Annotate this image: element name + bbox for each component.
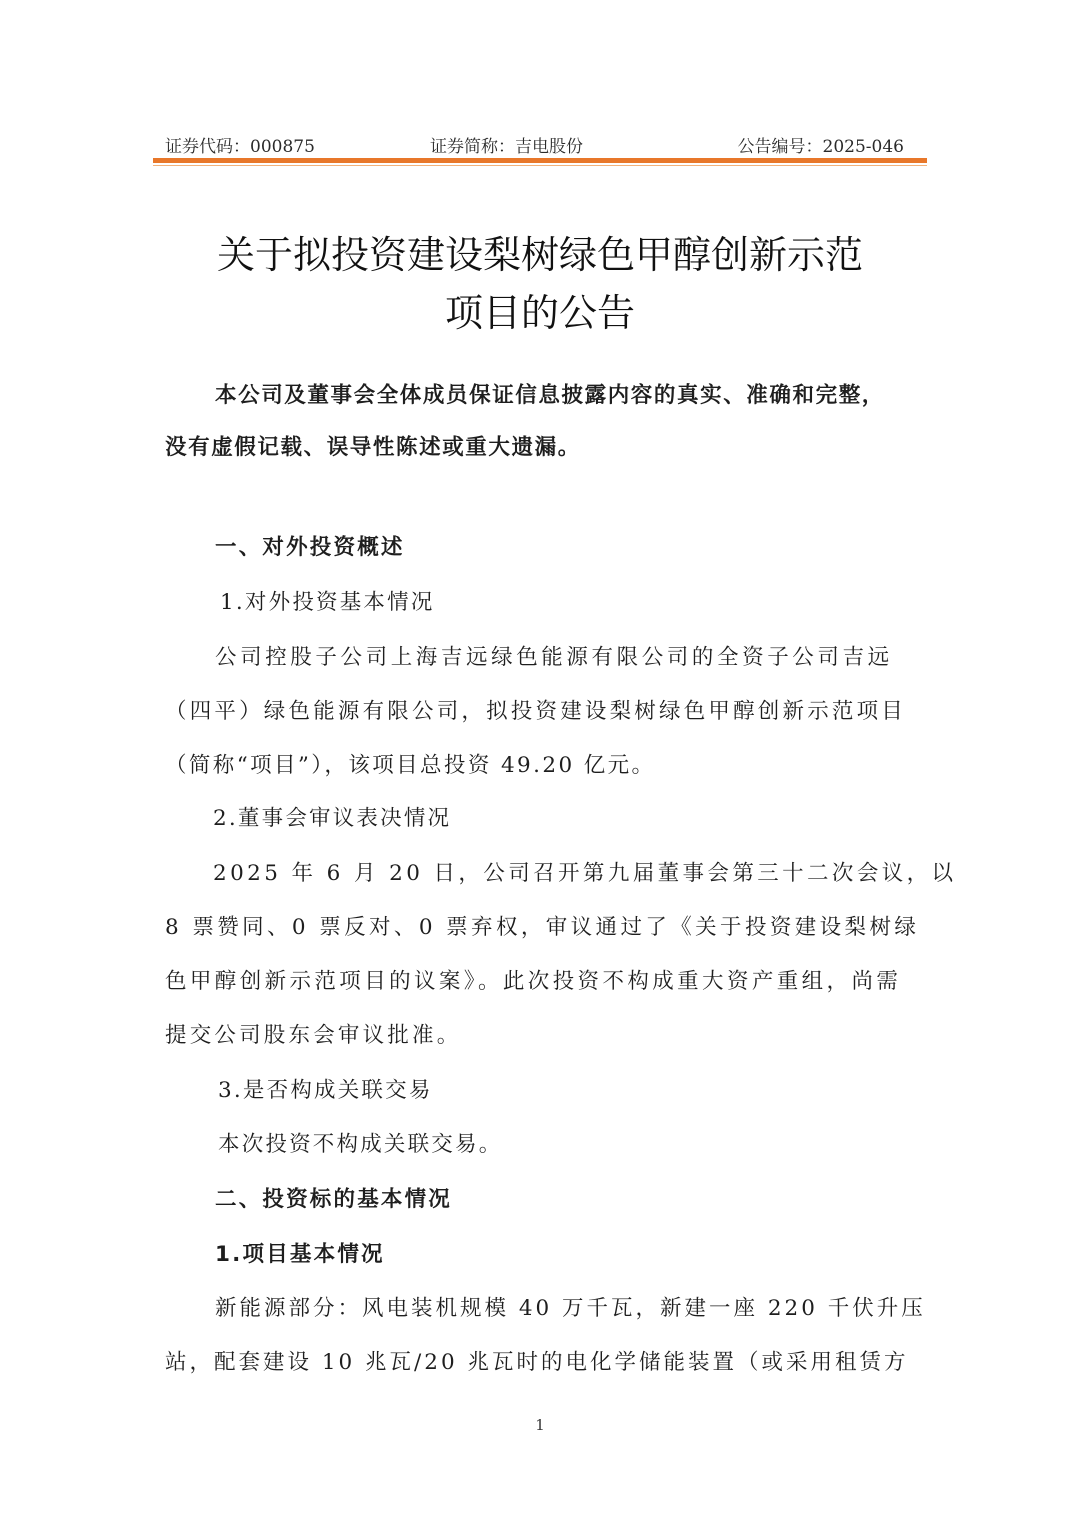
paragraph-line: 站，配套建设 10 兆瓦/20 兆瓦时的电化学储能装置（或采用租赁方 xyxy=(165,1350,909,1375)
paragraph-line: 提交公司股东会审议批准。 xyxy=(165,1023,462,1048)
subsection-heading-1-2: 2.董事会审议表决情况 xyxy=(213,806,452,831)
stock-code: 证券代码：000875 xyxy=(165,137,315,157)
paragraph-line: （四平）绿色能源有限公司，拟投资建设梨树绿色甲醇创新示范项目 xyxy=(165,699,907,724)
paragraph-line: 8 票赞同、0 票反对、0 票弃权，审议通过了《关于投资建设梨树绿 xyxy=(165,915,920,940)
document-title-line2: 项目的公告 xyxy=(444,291,635,335)
section-heading-1: 一、对外投资概述 xyxy=(215,535,405,560)
disclaimer-line1: 本公司及董事会全体成员保证信息披露内容的真实、准确和完整， xyxy=(215,383,885,408)
subsection-heading-2-1: 1.项目基本情况 xyxy=(215,1242,385,1267)
announcement-number: 公告编号：2025-046 xyxy=(737,137,904,157)
page-number: 1 xyxy=(535,1416,545,1434)
section-heading-2: 二、投资标的基本情况 xyxy=(215,1187,453,1212)
paragraph-line: 色甲醇创新示范项目的议案》。此次投资不构成重大资产重组，尚需 xyxy=(165,969,902,994)
paragraph-line: 新能源部分：风电装机规模 40 万千瓦，新建一座 220 千伏升压 xyxy=(215,1296,926,1321)
paragraph-line: 2025 年 6 月 20 日，公司召开第九届董事会第三十二次会议，以 xyxy=(213,861,957,886)
stock-name: 证券简称：吉电股份 xyxy=(430,137,583,157)
subsection-heading-1-3: 3.是否构成关联交易 xyxy=(218,1078,433,1103)
subsection-heading-1-1: 1.对外投资基本情况 xyxy=(220,590,435,615)
header-rule-thin xyxy=(153,165,927,166)
header-rule xyxy=(153,158,927,163)
paragraph-line: 本次投资不构成关联交易。 xyxy=(218,1132,503,1157)
disclaimer-line2: 没有虚假记载、误导性陈述或重大遗漏。 xyxy=(165,435,581,460)
paragraph-line: （简称“项目”），该项目总投资 49.20 亿元。 xyxy=(165,753,656,778)
document-title-line1: 关于拟投资建设梨树绿色甲醇创新示范 xyxy=(216,233,863,277)
paragraph-line: 公司控股子公司上海吉远绿色能源有限公司的全资子公司吉远 xyxy=(215,645,893,670)
